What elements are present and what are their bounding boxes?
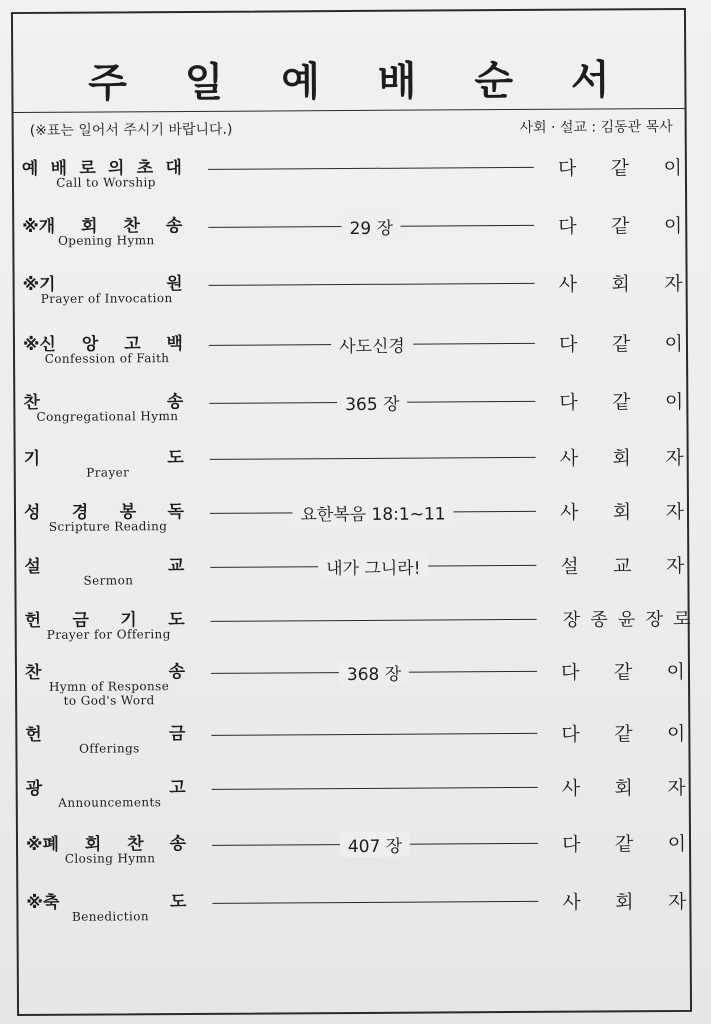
item-detail — [209, 331, 535, 357]
item-responsible — [560, 551, 684, 579]
item-responsible — [560, 443, 684, 471]
item-responsible — [560, 497, 684, 525]
worship-item — [17, 602, 691, 654]
korean-title-char: 도 — [167, 448, 184, 469]
leader-line — [208, 167, 534, 170]
korean-title-char: 송 — [169, 834, 187, 855]
korean-title-char: 송 — [165, 216, 183, 237]
korean-title-char: 봉 — [119, 502, 137, 523]
responsible-char: 이 — [663, 156, 682, 180]
korean-title-char: 교 — [167, 556, 185, 577]
item-english-title: Prayer for Offering — [46, 627, 171, 642]
responsible-char: 사 — [561, 777, 581, 800]
item-english-title: Scripture Reading — [48, 519, 168, 534]
responsible-char: 회 — [612, 447, 631, 470]
korean-title-char: 경 — [71, 502, 89, 523]
item-detail-text: 내가 그니라! — [318, 554, 428, 580]
responsible-char: 설 — [560, 555, 579, 578]
bulletin-frame — [11, 8, 692, 1016]
item-detail — [210, 553, 536, 579]
korean-title-char: 성 — [23, 502, 41, 524]
responsible-char: 자 — [667, 890, 687, 914]
leader-line — [211, 619, 537, 622]
responsible-char: 이 — [663, 214, 683, 238]
responsible-char: 다 — [561, 723, 580, 746]
korean-title-char: 초 — [136, 158, 154, 179]
korean-title-char: ※축 — [26, 892, 60, 913]
korean-title-char: 대 — [165, 158, 182, 179]
item-responsible — [558, 211, 682, 239]
item-english-title: Congregational Hymn — [36, 409, 179, 424]
item-detail — [208, 213, 534, 239]
leader-line — [211, 733, 537, 736]
worship-item — [14, 208, 685, 260]
responsible-char: 같 — [612, 391, 631, 414]
item-detail-text: 368 장 — [339, 660, 409, 685]
worship-item — [17, 654, 688, 706]
korean-title-char: ※폐 — [25, 834, 60, 855]
item-english-title: Opening Hymn — [57, 233, 155, 248]
korean-title-char: 송 — [166, 392, 184, 413]
korean-title-char: 헌 — [24, 610, 42, 631]
responsible-char: 사 — [558, 273, 578, 296]
korean-title-char: ※개 — [22, 216, 56, 238]
item-detail — [210, 499, 536, 525]
worship-item — [18, 884, 689, 936]
leader-line — [209, 283, 535, 286]
worship-item — [16, 440, 687, 492]
leader-line — [210, 457, 536, 460]
item-english-title: Offerings — [79, 741, 140, 756]
page-title: 주 일 예 배 순 서 — [88, 57, 632, 107]
korean-title-char: 고 — [169, 778, 186, 799]
responsible-char: 로 — [673, 608, 691, 631]
responsible-char: 다 — [559, 391, 578, 414]
korean-title-char: 찬 — [123, 216, 140, 237]
worship-item — [18, 770, 689, 822]
item-english-title: Prayer — [86, 465, 130, 480]
item-detail-text: 365 장 — [337, 390, 407, 415]
korean-title-char: 도 — [169, 892, 187, 913]
responsible-char: 사 — [562, 891, 581, 914]
item-responsible — [561, 657, 685, 685]
korean-title-char: ※기 — [22, 274, 56, 296]
item-responsible — [558, 153, 682, 181]
title-divider — [14, 108, 685, 113]
korean-title-char: 앙 — [81, 334, 99, 355]
korean-title-char: 백 — [166, 334, 184, 355]
responsible-char: 종 — [590, 609, 608, 631]
item-english-title: Hymn of Response to God's Word — [48, 679, 170, 708]
responsible-char: 회 — [612, 501, 632, 524]
item-detail — [211, 607, 537, 633]
responsible-char: 자 — [665, 554, 685, 578]
responsible-char: 같 — [611, 333, 631, 356]
worship-item — [16, 494, 687, 546]
korean-title-char: 헌 — [25, 724, 42, 745]
responsible-char: 다 — [561, 833, 581, 856]
responsible-char: 이 — [666, 722, 686, 746]
item-english-title: Sermon — [83, 573, 134, 588]
item-detail — [210, 445, 536, 471]
item-detail — [212, 775, 538, 801]
korean-title-char: 찬 — [23, 392, 40, 414]
worship-item — [14, 150, 685, 202]
worship-item — [18, 826, 689, 878]
item-detail-text: 요한복음 18:1~11 — [292, 499, 453, 525]
item-detail — [212, 831, 538, 857]
leader-line — [212, 901, 538, 904]
responsible-char: 교 — [613, 555, 632, 578]
korean-title-char: 찬 — [24, 662, 42, 683]
item-english-title: Announcements — [58, 795, 162, 810]
responsible-char: 사 — [559, 447, 579, 470]
standing-note: (※표는 일어서 주시기 바랍니다.) — [29, 121, 233, 139]
item-detail-text: 407 장 — [340, 832, 410, 857]
responsible-char: 같 — [614, 723, 633, 746]
item-responsible — [561, 719, 685, 747]
item-responsible — [559, 269, 683, 297]
responsible-char: 윤 — [617, 609, 636, 631]
responsible-char: 사 — [559, 501, 579, 524]
korean-title-char: 회 — [84, 834, 102, 855]
korean-title-char: 금 — [168, 724, 186, 745]
korean-title-char: 기 — [23, 448, 41, 470]
item-responsible — [559, 329, 683, 357]
responsible-char: 같 — [611, 215, 630, 238]
item-detail — [211, 721, 537, 747]
item-responsible — [563, 605, 691, 632]
worship-item — [15, 326, 686, 378]
korean-title-char: 로 — [79, 158, 96, 179]
responsible-char: 다 — [558, 333, 578, 356]
worship-item — [16, 548, 687, 600]
korean-title-char: 예 — [21, 158, 39, 180]
responsible-char: 이 — [664, 332, 684, 356]
item-detail — [209, 389, 535, 415]
item-responsible — [562, 773, 686, 801]
service-leader: 사회 · 설교 : 김동관 목사 — [519, 119, 673, 136]
responsible-char: 자 — [664, 272, 683, 296]
korean-title-char: 도 — [168, 610, 185, 631]
leader-line — [212, 787, 538, 790]
responsible-char: 같 — [613, 661, 633, 684]
responsible-char: 같 — [610, 157, 630, 180]
korean-title-char: 독 — [167, 502, 185, 523]
korean-title-char: 기 — [120, 610, 137, 631]
responsible-char: 이 — [666, 660, 686, 684]
worship-item — [15, 266, 686, 318]
item-detail — [208, 155, 534, 181]
responsible-char: 다 — [557, 157, 577, 180]
worship-item — [17, 716, 688, 768]
korean-title-char: 금 — [72, 610, 90, 631]
item-english-title: Closing Hymn — [64, 851, 156, 866]
responsible-char: 이 — [667, 832, 687, 856]
korean-title-char: 의 — [107, 158, 125, 179]
responsible-char: 장 — [645, 609, 664, 631]
item-english-title: Benediction — [71, 909, 150, 924]
korean-title-char: 송 — [168, 662, 186, 683]
item-responsible — [559, 387, 683, 415]
responsible-char: 자 — [665, 446, 684, 470]
responsible-char: 회 — [614, 777, 633, 800]
korean-title-char: 원 — [166, 274, 183, 295]
responsible-char: 이 — [664, 390, 684, 414]
responsible-char: 다 — [560, 661, 580, 684]
responsible-char: 같 — [614, 833, 634, 856]
korean-title-char: 배 — [50, 158, 68, 179]
item-english-title: Confession of Faith — [44, 351, 170, 366]
responsible-char: 장 — [562, 609, 581, 631]
responsible-char: 다 — [558, 215, 577, 238]
responsible-char: 회 — [611, 273, 630, 296]
item-responsible — [562, 829, 686, 857]
korean-title-char: 설 — [24, 556, 41, 577]
item-detail — [211, 659, 537, 685]
item-detail — [209, 271, 535, 297]
responsible-char: 회 — [615, 891, 634, 914]
korean-title-char: 찬 — [127, 834, 144, 855]
responsible-char: 자 — [665, 500, 685, 524]
responsible-char: 자 — [667, 776, 686, 800]
korean-title-char: 고 — [124, 334, 141, 355]
korean-title-char: ※신 — [22, 334, 56, 356]
item-responsible — [562, 887, 686, 915]
item-english-title: Call to Worship — [56, 175, 156, 190]
item-detail-text: 사도신경 — [331, 332, 413, 357]
worship-item — [15, 384, 686, 436]
item-english-title: Prayer of Invocation — [40, 291, 173, 306]
korean-title-char: 광 — [25, 778, 43, 799]
korean-title-char: 회 — [81, 216, 98, 237]
item-detail-text: 29 장 — [341, 214, 401, 239]
item-detail — [212, 889, 538, 915]
